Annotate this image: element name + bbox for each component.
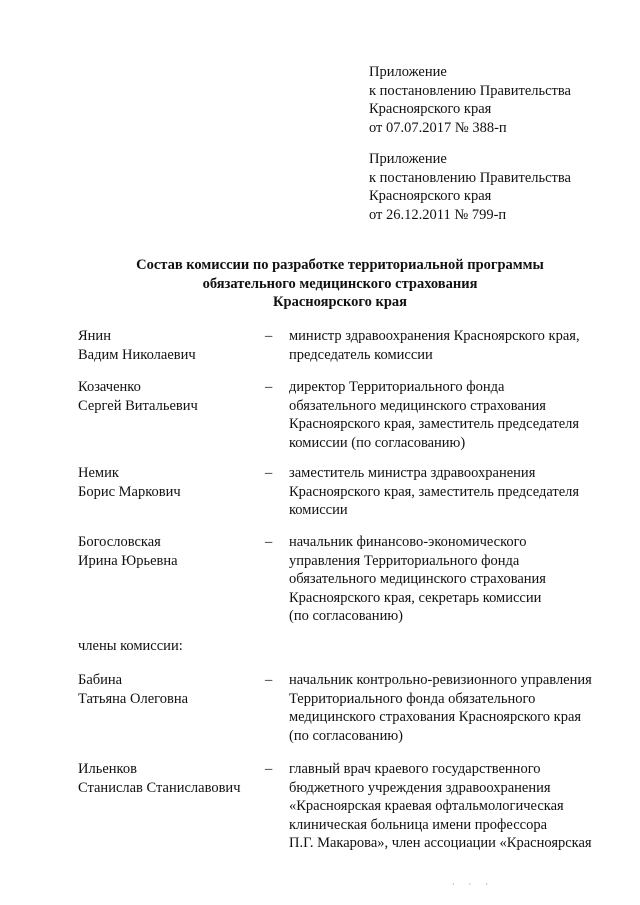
role-line: (по согласованию) [289, 727, 403, 744]
member-name [78, 327, 196, 364]
appendix-line: к постановлению Правительства [369, 82, 571, 99]
role-line: обязательного медицинского страхования [289, 571, 546, 588]
dash-separator: – [265, 672, 273, 688]
appendix-line: к постановлению Правительства [369, 169, 571, 186]
member-name [78, 378, 198, 415]
role-line: (по согласованию) [289, 608, 403, 625]
member-surname: Янин [78, 328, 111, 344]
member-name [78, 533, 178, 570]
member-given-name: Ирина Юрьевна [78, 552, 178, 569]
member-role [289, 671, 619, 745]
role-line: П.Г. Макарова», член ассоциации «Красноярская [289, 835, 592, 852]
role-line: начальник финансово-экономического [289, 534, 527, 550]
appendix-line: от 26.12.2011 № 799-п [369, 206, 507, 223]
member-name [78, 464, 181, 501]
role-line: медицинского страхования Красноярского края [289, 709, 582, 726]
role-line: начальник контрольно-ревизионного управления [289, 672, 592, 688]
document-title [0, 256, 640, 312]
member-name [78, 760, 240, 797]
role-line: обязательного медицинского страхования [289, 397, 546, 414]
role-line: директор Территориального фонда [289, 379, 505, 395]
member-given-name: Вадим Николаевич [78, 346, 196, 363]
title-line: обязательного медицинского страхования [202, 275, 478, 292]
appendix-line: от 07.07.2017 № 388-п [369, 119, 507, 136]
appendix-line: Красноярского края [369, 101, 492, 118]
member-given-name: Татьяна Олеговна [78, 690, 189, 707]
member-given-name: Станислав Станиславович [78, 779, 241, 796]
member-surname: Козаченко [78, 379, 141, 395]
role-line: Территориального фонда обязательного [289, 690, 536, 707]
dash-separator: – [265, 379, 273, 395]
members-section-label: члены комиссии: [78, 638, 183, 654]
role-line: председатель комиссии [289, 346, 433, 363]
member-name [78, 671, 188, 708]
role-line: комиссии [289, 502, 348, 519]
member-role [289, 378, 619, 452]
role-line: бюджетного учреждения здравоохранения [289, 779, 551, 796]
appendix-line: Приложение [369, 151, 447, 167]
dash-separator: – [265, 465, 273, 481]
role-line: «Красноярская краевая офтальмологическая [289, 798, 564, 815]
scan-artifact-dots: · · · [452, 880, 494, 889]
role-line: комиссии (по согласованию) [289, 434, 466, 451]
member-surname: Богословская [78, 534, 161, 550]
role-line: Красноярского края, заместитель председателя [289, 416, 580, 433]
member-role [289, 464, 619, 520]
role-line: клиническая больница имени профессора [289, 816, 548, 833]
member-role [289, 760, 619, 853]
member-role [289, 533, 619, 626]
appendix-block-current [369, 63, 571, 137]
member-role [289, 327, 619, 364]
member-given-name: Борис Маркович [78, 483, 181, 500]
dash-separator: – [265, 328, 273, 344]
dash-separator: – [265, 761, 273, 777]
role-line: заместитель министра здравоохранения [289, 465, 536, 481]
member-surname: Ильенков [78, 761, 137, 777]
role-line: Красноярского края, заместитель председателя [289, 483, 580, 500]
member-surname: Бабина [78, 672, 123, 688]
role-line: главный врач краевого государственного [289, 761, 541, 777]
role-line: управления Территориального фонда [289, 552, 520, 569]
role-line: Красноярского края, секретарь комиссии [289, 589, 542, 606]
appendix-block-original [369, 150, 571, 224]
title-line: Красноярского края [273, 294, 407, 311]
appendix-line: Приложение [369, 64, 447, 80]
dash-separator: – [265, 534, 273, 550]
title-line: Состав комиссии по разработке территориальной программы [136, 257, 544, 273]
appendix-line: Красноярского края [369, 188, 492, 205]
role-line: министр здравоохранения Красноярского края, [289, 328, 580, 344]
member-given-name: Сергей Витальевич [78, 397, 198, 414]
member-surname: Немик [78, 465, 119, 481]
